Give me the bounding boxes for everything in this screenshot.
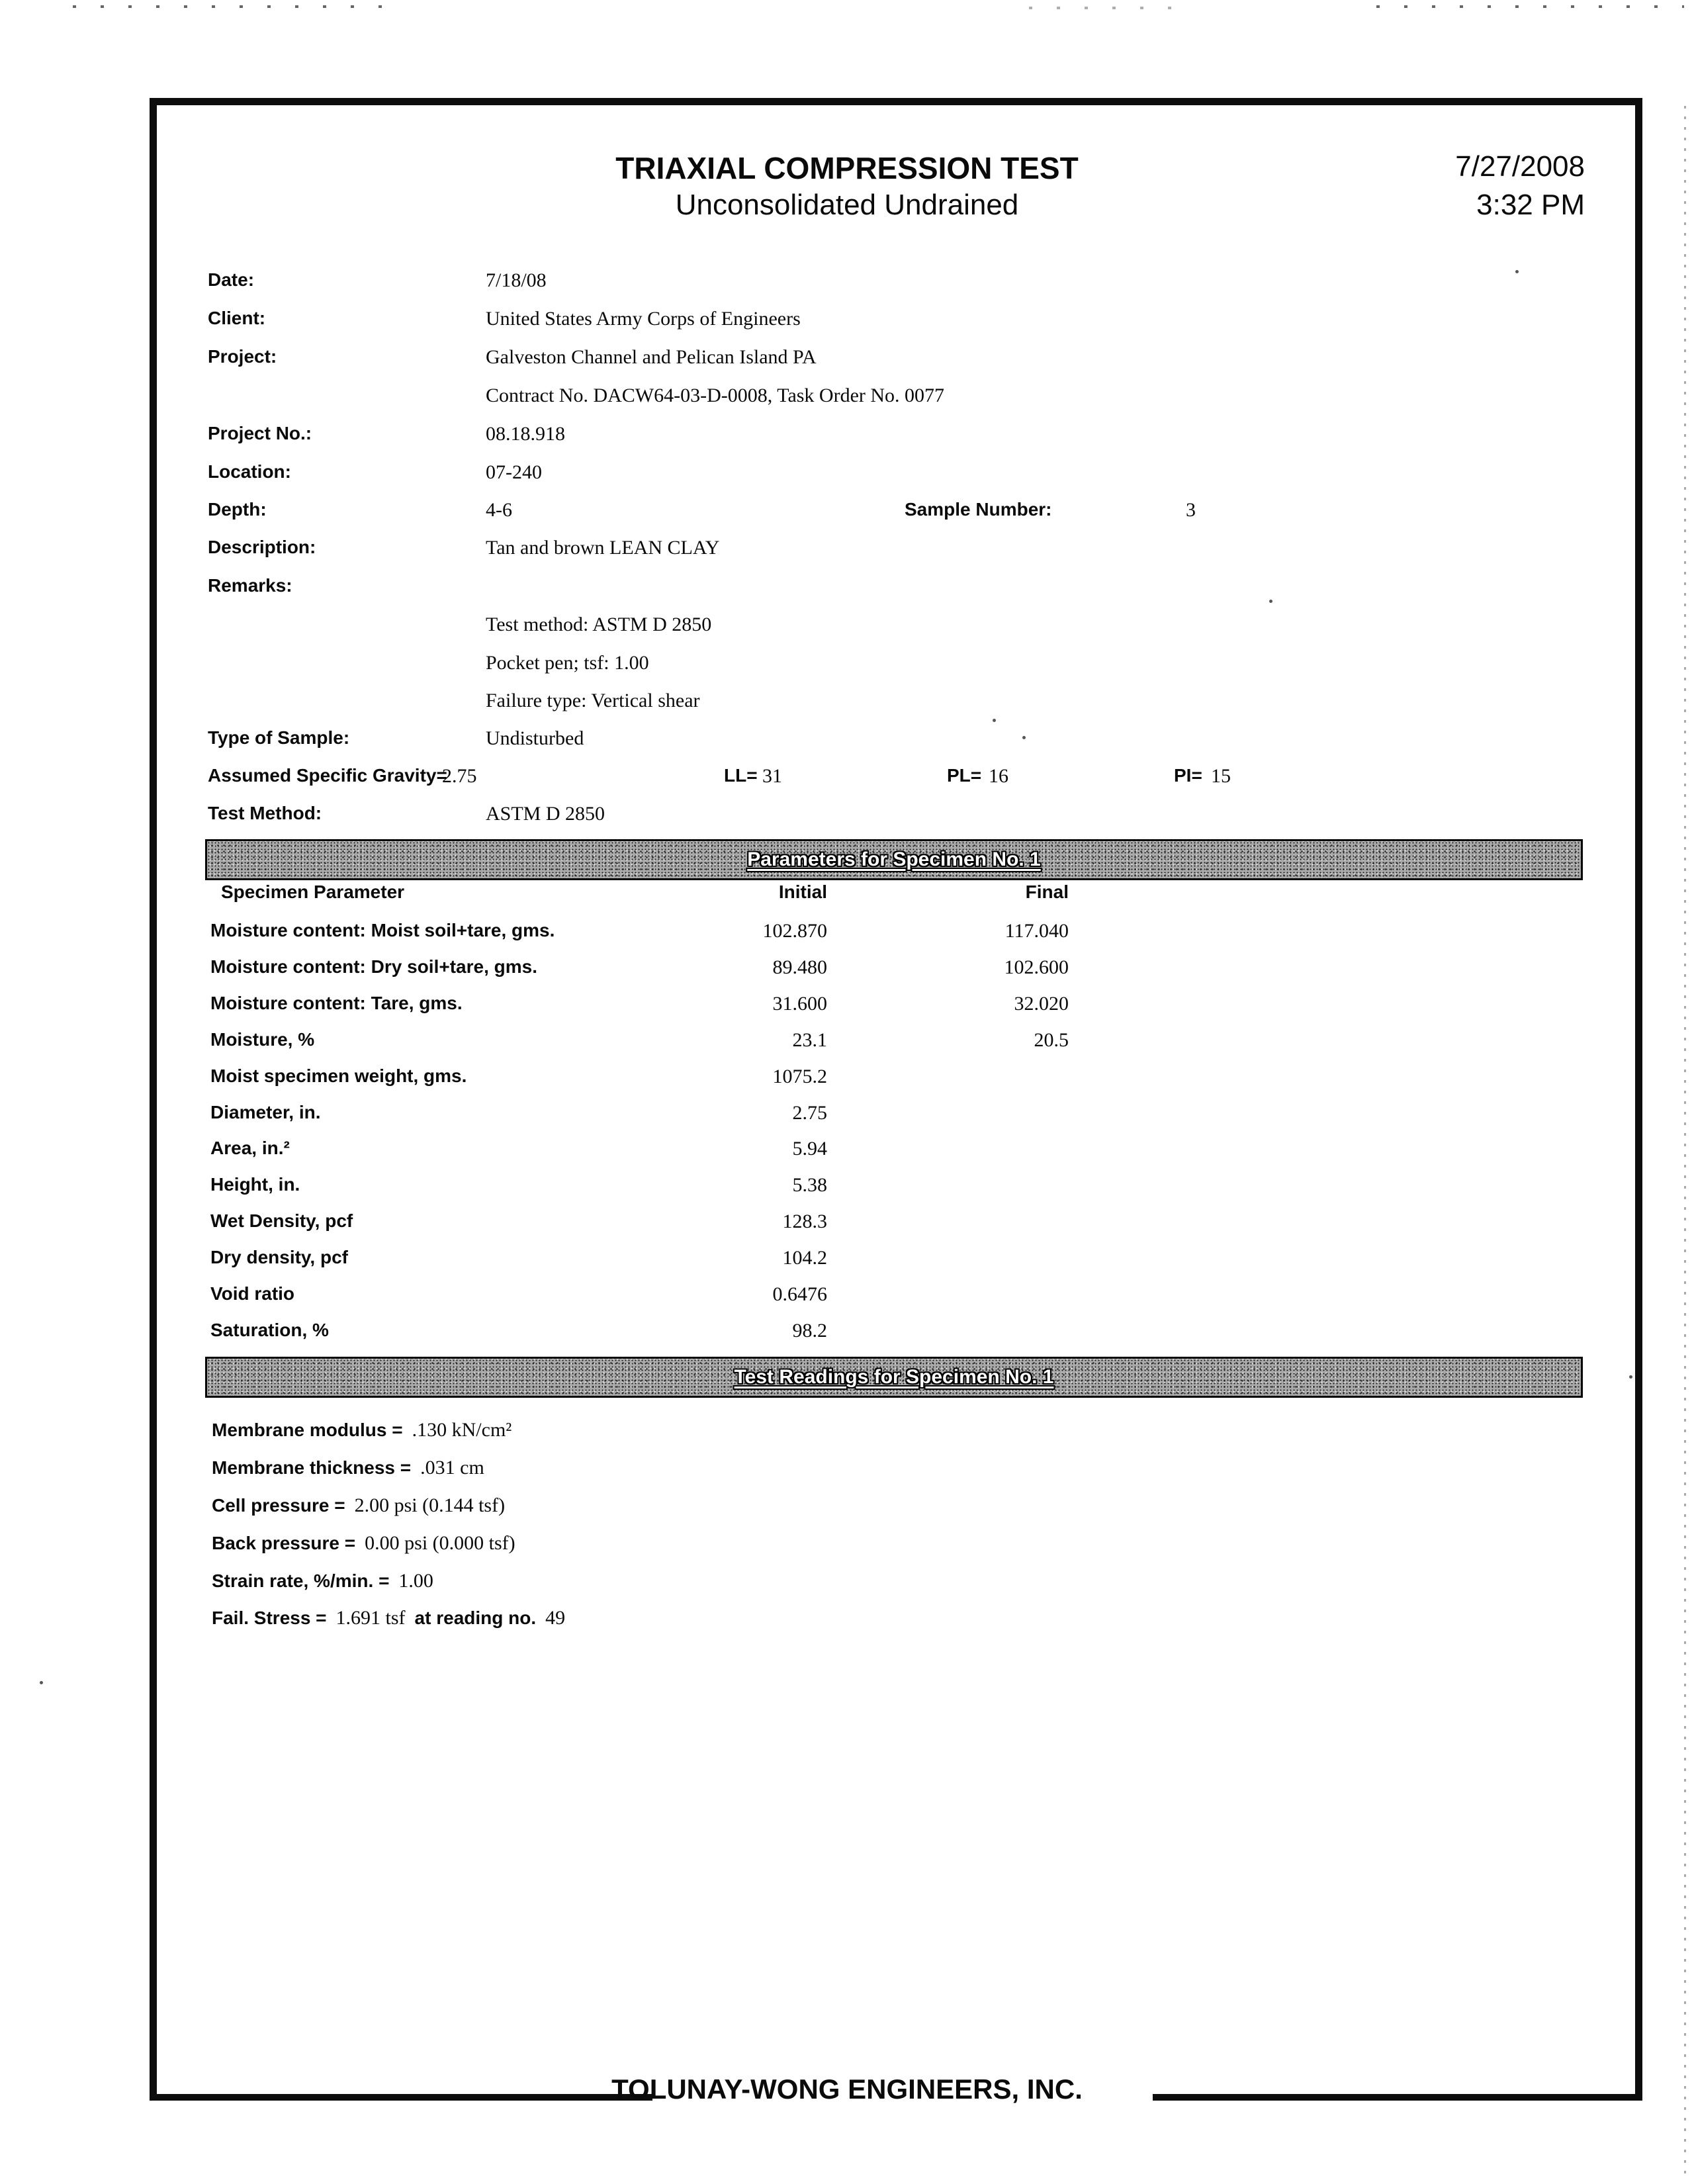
parameter-name: Moist specimen weight, gms.: [210, 1066, 467, 1086]
description-label: Description:: [208, 537, 316, 557]
parameter-row: [0, 1102, 1694, 1128]
company-name: TOLUNAY-WONG ENGINEERS, INC.: [611, 2073, 1083, 2105]
pi-label: PI=: [1174, 765, 1202, 786]
remarks-label: Remarks:: [208, 575, 292, 596]
reading-row-back-pressure: [212, 1532, 525, 1555]
parameter-initial: 89.480: [772, 956, 827, 978]
parameter-row: [0, 1247, 1694, 1273]
pi-value: 15: [1211, 765, 1231, 787]
scan-speck: [40, 1681, 43, 1684]
parameter-initial: 0.6476: [772, 1283, 827, 1305]
parameter-initial: 23.1: [792, 1029, 827, 1051]
parameter-name: Moisture content: Moist soil+tare, gms.: [210, 920, 555, 940]
parameter-initial: 128.3: [782, 1210, 827, 1232]
meta-row-remarks: [0, 575, 1694, 602]
parameter-final: 20.5: [1034, 1029, 1069, 1051]
parameter-initial: 5.38: [792, 1174, 827, 1196]
project-value: Galveston Channel and Pelican Island PA: [486, 346, 817, 368]
type-of-sample-value: Undisturbed: [486, 727, 584, 749]
location-label: Location:: [208, 461, 291, 482]
parameter-name: Area, in.²: [210, 1138, 290, 1158]
remark-line-1: [0, 614, 1694, 640]
scan-speck: [993, 719, 996, 722]
parameter-initial: 98.2: [792, 1320, 827, 1342]
test-method-label: Test Method:: [208, 803, 322, 823]
parameter-name: Height, in.: [210, 1174, 300, 1195]
parameter-name: Moisture content: Dry soil+tare, gms.: [210, 956, 537, 977]
specific-gravity-label: Assumed Specific Gravity=: [208, 765, 447, 786]
reading-row-fail-stress: [212, 1607, 574, 1629]
date-label: Date:: [208, 269, 255, 290]
parameter-final: 102.600: [1004, 956, 1069, 978]
parameter-initial: 1075.2: [772, 1066, 827, 1087]
specific-gravity-value: 2.75: [442, 765, 477, 787]
parameter-initial: 102.870: [762, 920, 827, 942]
reading-label: Strain rate, %/min. =: [212, 1570, 390, 1591]
parameter-row: [0, 956, 1694, 983]
print-date: 7/27/2008: [1455, 150, 1585, 183]
print-time: 3:32 PM: [1476, 189, 1585, 221]
meta-row-description: [0, 537, 1694, 563]
test-method-value: ASTM D 2850: [486, 803, 605, 825]
parameter-row: [0, 1210, 1694, 1237]
column-initial: Initial: [778, 882, 827, 902]
parameter-initial: 31.600: [772, 993, 827, 1015]
scan-speck: [1629, 1375, 1632, 1379]
depth-value: 4-6: [486, 499, 512, 521]
parameters-header-row: [0, 882, 1694, 908]
reading-value: .130 kN/cm²: [412, 1419, 512, 1441]
parameter-row: [0, 1320, 1694, 1346]
date-value: 7/18/08: [486, 269, 547, 291]
meta-row-project-no: [0, 423, 1694, 449]
reading-label: Back pressure =: [212, 1533, 356, 1553]
meta-row-project: [0, 346, 1694, 373]
parameter-name: Saturation, %: [210, 1320, 329, 1340]
scan-noise-top-middle: [1029, 7, 1194, 9]
meta-row-project-line2: [0, 385, 1694, 411]
reading-row-membrane-modulus: [212, 1419, 521, 1441]
reading-value: 0.00 psi (0.000 tsf): [365, 1532, 515, 1554]
reading-label: Fail. Stress =: [212, 1608, 327, 1628]
project-value-line2: Contract No. DACW64-03-D-0008, Task Order No. 0077: [486, 385, 945, 406]
reading-row-membrane-thickness: [212, 1457, 494, 1479]
report-title: TRIAXIAL COMPRESSION TEST: [615, 151, 1079, 185]
parameter-row: [0, 1029, 1694, 1056]
test-readings-banner: [205, 1357, 1583, 1398]
parameter-name: Dry density, pcf: [210, 1247, 348, 1267]
parameter-name: Diameter, in.: [210, 1102, 321, 1122]
meta-row-atterberg: [0, 765, 1694, 792]
remark-2-value: Pocket pen; tsf: 1.00: [486, 652, 649, 674]
project-label: Project:: [208, 346, 277, 367]
remark-line-2: [0, 652, 1694, 678]
meta-row-date: [0, 269, 1694, 296]
project-no-label: Project No.:: [208, 423, 312, 443]
parameter-name: Moisture content: Tare, gms.: [210, 993, 463, 1013]
parameter-row: [0, 1066, 1694, 1092]
sample-number-value: 3: [1186, 499, 1196, 521]
sample-number-label: Sample Number:: [905, 499, 1052, 520]
reading-label: Cell pressure =: [212, 1495, 345, 1516]
remark-3-value: Failure type: Vertical shear: [486, 690, 700, 711]
meta-row-type-of-sample: [0, 727, 1694, 754]
parameter-row: [0, 993, 1694, 1019]
meta-row-test-method: [0, 803, 1694, 829]
reading-value-2: 49: [545, 1607, 566, 1629]
client-value: United States Army Corps of Engineers: [486, 308, 801, 330]
meta-row-client: [0, 308, 1694, 334]
frame-border-top: [150, 98, 1642, 105]
pl-label: PL=: [947, 765, 982, 786]
remark-1-value: Test method: ASTM D 2850: [486, 614, 712, 635]
meta-row-depth: [0, 499, 1694, 525]
pl-value: 16: [989, 765, 1008, 787]
reading-value: 1.00: [398, 1570, 433, 1592]
meta-row-location: [0, 461, 1694, 488]
column-parameter: Specimen Parameter: [221, 882, 405, 902]
reading-row-strain-rate: [212, 1570, 443, 1592]
ll-value: 31: [762, 765, 782, 787]
reading-label: Membrane modulus =: [212, 1420, 403, 1440]
remark-line-3: [0, 690, 1694, 716]
parameter-row: [0, 920, 1694, 946]
parameter-row: [0, 1283, 1694, 1310]
test-readings-banner-title: Test Readings for Specimen No. 1: [734, 1366, 1054, 1388]
report-subtitle: Unconsolidated Undrained: [675, 189, 1019, 221]
reading-label: Membrane thickness =: [212, 1457, 412, 1478]
reading-row-cell-pressure: [212, 1494, 514, 1517]
project-no-value: 08.18.918: [486, 423, 565, 445]
type-of-sample-label: Type of Sample:: [208, 727, 350, 748]
parameter-row: [0, 1174, 1694, 1201]
ll-label: LL=: [724, 765, 758, 786]
client-label: Client:: [208, 308, 266, 328]
parameter-final: 117.040: [1004, 920, 1069, 942]
scan-noise-top-left: [73, 5, 384, 8]
reading-value: .031 cm: [420, 1457, 484, 1479]
parameters-banner-title: Parameters for Specimen No. 1: [747, 848, 1041, 870]
location-value: 07-240: [486, 461, 542, 483]
reading-value: 2.00 psi (0.144 tsf): [354, 1494, 506, 1516]
parameters-banner: [205, 839, 1583, 880]
parameter-final: 32.020: [1014, 993, 1069, 1015]
depth-label: Depth:: [208, 499, 267, 520]
parameter-initial: 104.2: [782, 1247, 827, 1269]
parameter-row: [0, 1138, 1694, 1164]
parameter-name: Wet Density, pcf: [210, 1210, 353, 1231]
parameter-name: Moisture, %: [210, 1029, 315, 1050]
parameter-initial: 5.94: [792, 1138, 827, 1160]
description-value: Tan and brown LEAN CLAY: [486, 537, 720, 559]
reading-label-2: at reading no.: [414, 1608, 537, 1628]
scan-noise-top-right: [1376, 5, 1684, 8]
reading-value: 1.691 tsf: [335, 1607, 406, 1629]
parameter-name: Void ratio: [210, 1283, 295, 1304]
column-final: Final: [1025, 882, 1069, 902]
parameter-initial: 2.75: [792, 1102, 827, 1124]
